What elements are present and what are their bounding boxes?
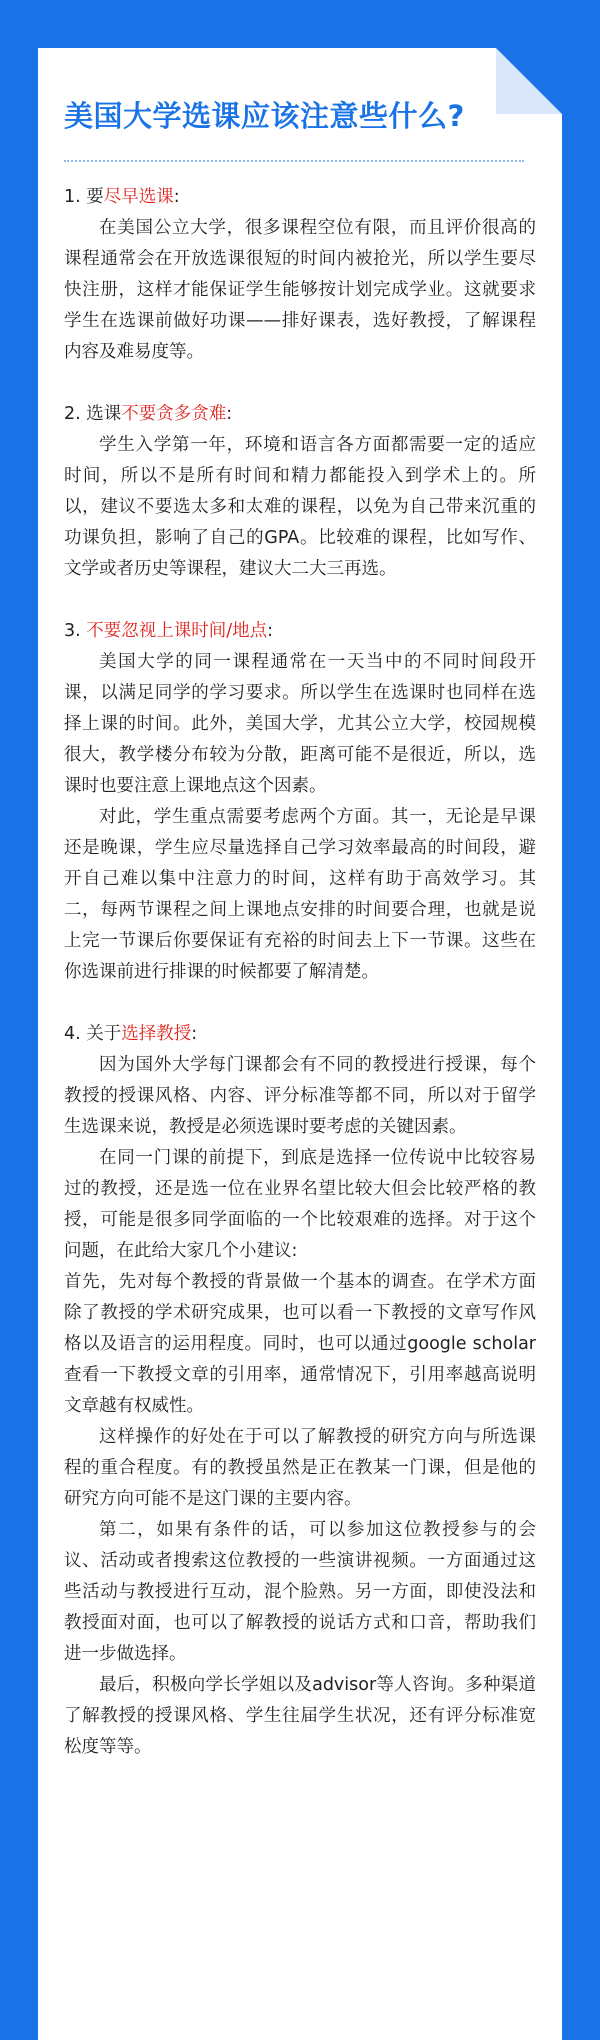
- paragraph: 对此，学生重点需要考虑两个方面。其一，无论是早课还是晚课，学生应尽量选择自己学习效率最高的时间段，避开自己难以集中注意力的时间，这样有助于高效学习。其二，每两节课程之间上课地点安排的时间要合理，也就是说上完一节课后你要保证有充裕的时间去上下一节课。这些在你选课前进行排课的时候都要了解清楚。: [64, 807, 536, 982]
- section-colon: :: [173, 187, 180, 207]
- section-heading: [64, 399, 536, 430]
- section-colon: :: [267, 621, 274, 641]
- section-highlight: 尽早选课: [103, 187, 174, 207]
- section-highlight: 选择教授: [121, 1024, 192, 1044]
- section-colon: :: [226, 404, 233, 424]
- section-number: 2. 选课: [64, 404, 122, 424]
- section-heading: [64, 182, 536, 213]
- section-2: [64, 399, 536, 585]
- paragraph: 第二，如果有条件的话，可以参加这位教授参与的会议、活动或者搜索这位教授的一些演讲视频。一方面通过这些活动与教授进行互动，混个脸熟。另一方面，即使没法和教授面对面，也可以了解教授的说话方式和口音，帮助我们进一步做选择。: [64, 1520, 536, 1664]
- article-title: 美国大学选课应该注意些什么?: [64, 99, 465, 133]
- article-card: [38, 48, 562, 2040]
- section-highlight: 不要贪多贪难: [121, 404, 227, 424]
- paragraph: 首先，先对每个教授的背景做一个基本的调查。在学术方面除了教授的学术研究成果，也可以看一下教授的文章写作风格以及语言的运用程度。同时，也可以通过google scholar查看一下教授文章的引用率，通常情况下，引用率越高说明文章越有权威性。: [64, 1272, 536, 1416]
- paragraph: 在美国公立大学，很多课程空位有限，而且评价很高的课程通常会在开放选课很短的时间内被抢光，所以学生要尽快注册，这样才能保证学生能够按计划完成学业。这就要求学生在选课前做好功课——排好课表，选好教授，了解课程内容及难易度等。: [64, 218, 536, 362]
- paragraph: 学生入学第一年，环境和语言各方面都需要一定的适应时间，所以不是所有时间和精力都能投入到学术上的。所以，建议不要选太多和太难的课程，以免为自己带来沉重的功课负担，影响了自己的GPA。比较难的课程，比如写作、文学或者历史等课程，建议大二大三再选。: [64, 435, 536, 579]
- section-4: [64, 1019, 536, 1763]
- section-highlight: 不要忽视上课时间/地点: [86, 621, 268, 641]
- paragraph: 最后，积极向学长学姐以及advisor等人咨询。多种渠道了解教授的授课风格、学生往届学生状况，还有评分标准宽松度等等。: [64, 1675, 536, 1757]
- section-heading: [64, 1019, 536, 1050]
- section-number: 1. 要: [64, 187, 104, 207]
- section-3: [64, 616, 536, 988]
- section-1: [64, 182, 536, 368]
- paragraph: 这样操作的好处在于可以了解教授的研究方向与所选课程的重合程度。有的教授虽然是正在教某一门课，但是他的研究方向可能不是这门课的主要内容。: [64, 1427, 536, 1509]
- section-colon: :: [191, 1024, 198, 1044]
- paragraph: 在同一门课的前提下，到底是选择一位传说中比较容易过的教授，还是选一位在业界名望比较大但会比较严格的教授，可能是很多同学面临的一个比较艰难的选择。对于这个问题，在此给大家几个小建议:: [64, 1148, 536, 1261]
- article-content: [64, 182, 536, 1763]
- section-heading: [64, 616, 536, 647]
- section-number: 4. 关于: [64, 1024, 122, 1044]
- title-divider: [64, 160, 524, 162]
- section-number: 3.: [64, 621, 87, 641]
- folded-corner: [496, 48, 562, 114]
- paragraph: 美国大学的同一课程通常在一天当中的不同时间段开课，以满足同学的学习要求。所以学生在选课时也同样在选择上课的时间。此外，美国大学，尤其公立大学，校园规模很大，教学楼分布较为分散，距离可能不是很近，所以，选课时也要注意上课地点这个因素。: [64, 652, 536, 796]
- paragraph: 因为国外大学每门课都会有不同的教授进行授课，每个教授的授课风格、内容、评分标准等都不同，所以对于留学生选课来说，教授是必须选课时要考虑的关键因素。: [64, 1055, 536, 1137]
